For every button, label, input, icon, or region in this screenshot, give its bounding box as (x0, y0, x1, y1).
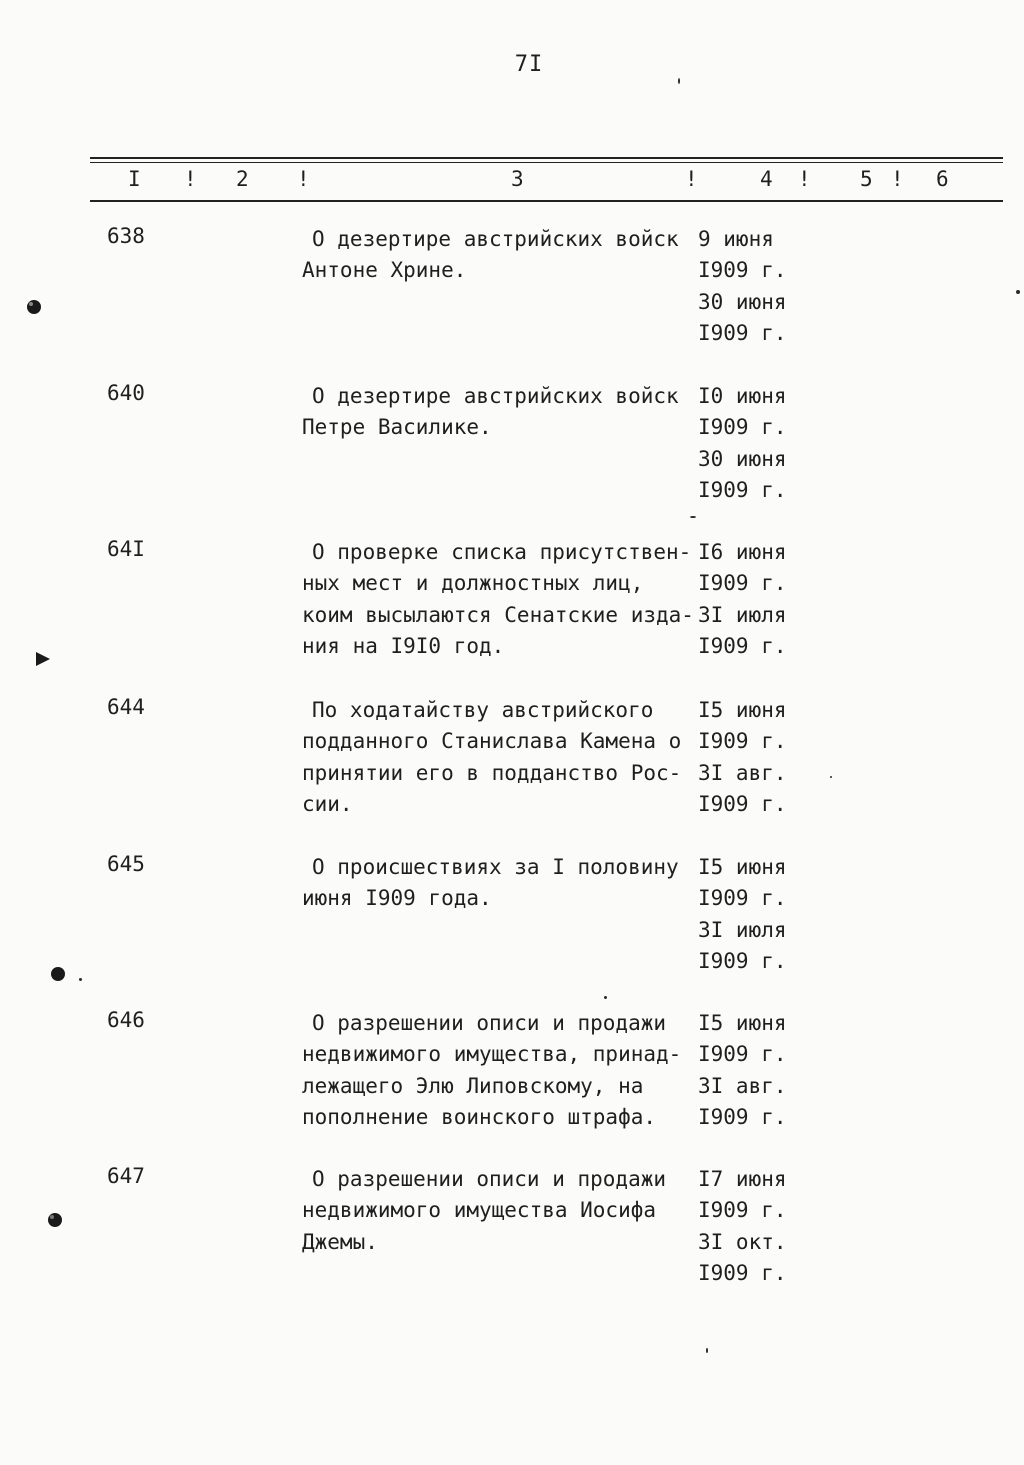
description-line: Петре Василике. (302, 415, 492, 440)
date-line: 3I авг. (698, 760, 787, 785)
case-number: 645 (107, 852, 145, 876)
description-line: коим высылаются Сенатские изда- (302, 602, 694, 627)
scan-speck (79, 978, 82, 981)
case-number: 644 (107, 695, 145, 719)
description-line: О разрешении описи и продажи (312, 1167, 667, 1191)
case-number: 638 (107, 224, 145, 248)
date-line: I909 г. (698, 1104, 787, 1129)
description-line: О дезертире австрийских войск (312, 384, 679, 408)
date-line: I909 г. (698, 1042, 787, 1067)
case-dates (698, 852, 808, 977)
case-dates (698, 695, 808, 820)
page-number: 7I (514, 52, 544, 77)
case-dates (698, 224, 808, 349)
column-header-5: 5 (860, 167, 873, 191)
binder-hole-mark (22, 294, 48, 320)
binder-hole-mark (46, 962, 72, 986)
scan-speck (604, 996, 607, 999)
column-header-6: 6 (936, 167, 949, 191)
description-line: принятии его в подданство Рос- (302, 760, 682, 785)
header-rule-top-thin (90, 162, 1003, 163)
column-header-3: 3 (511, 167, 524, 191)
date-line: I909 г. (698, 886, 787, 911)
description-line: Антоне Хрине. (302, 258, 467, 283)
header-rule-bottom (90, 200, 1003, 202)
date-line: I909 г. (698, 477, 787, 502)
description-line: ния на I9I0 год. (302, 633, 505, 658)
scan-speck (678, 78, 680, 84)
case-number: 647 (107, 1164, 145, 1188)
description-line: недвижимого имущества Иосифа (302, 1198, 657, 1223)
date-line: I909 г. (698, 948, 787, 973)
description-line: подданного Станислава Камена о (302, 729, 682, 754)
case-description (302, 852, 694, 915)
column-header-1: I (128, 167, 141, 191)
date-line: 3I июля (698, 602, 787, 627)
date-line: I909 г. (698, 320, 787, 345)
scan-speck (830, 776, 832, 778)
date-line: 3I авг. (698, 1073, 787, 1098)
description-line: О разрешении описи и продажи (312, 1011, 667, 1035)
column-header-2: 2 (236, 167, 249, 191)
case-dates (698, 381, 808, 506)
column-separator: ! (184, 167, 197, 191)
scan-speck (690, 516, 696, 518)
date-line: I5 июня (698, 698, 787, 722)
description-line: О происшествиях за I половину (312, 855, 679, 879)
date-line: I909 г. (698, 729, 787, 754)
date-line: 30 июня (698, 289, 787, 314)
column-header-row (0, 167, 1024, 193)
date-line: I909 г. (698, 791, 787, 816)
case-description (302, 537, 694, 662)
date-line: I909 г. (698, 1260, 787, 1285)
date-line: I909 г. (698, 633, 787, 658)
description-line: По ходатайству австрийского (312, 698, 654, 722)
description-line: О проверке списка присутствен- (312, 540, 692, 564)
column-header-4: 4 (760, 167, 773, 191)
date-line: 9 июня (698, 227, 774, 251)
case-dates (698, 1164, 808, 1289)
column-separator: ! (891, 167, 904, 191)
case-description (302, 1164, 694, 1258)
date-line: 30 июня (698, 446, 787, 471)
description-line: июня I909 года. (302, 886, 492, 911)
description-line: Джемы. (302, 1229, 378, 1254)
description-line: недвижимого имущества, принад- (302, 1042, 682, 1067)
description-line: ных мест и должностных лиц, (302, 571, 644, 596)
date-line: I909 г. (698, 258, 787, 283)
header-rule-top (90, 157, 1003, 159)
case-dates (698, 537, 808, 662)
date-line: 3I июля (698, 917, 787, 942)
date-line: I909 г. (698, 415, 787, 440)
date-line: I7 июня (698, 1167, 787, 1191)
column-separator: ! (798, 167, 811, 191)
case-number: 64I (107, 537, 145, 561)
date-line: I5 июня (698, 855, 787, 879)
case-number: 646 (107, 1008, 145, 1032)
column-separator: ! (297, 167, 310, 191)
description-line: О дезертире австрийских войск (312, 227, 679, 251)
description-line: сии. (302, 791, 353, 816)
scan-speck (706, 1348, 708, 1353)
case-number: 640 (107, 381, 145, 405)
binder-hole-mark (42, 1208, 68, 1232)
description-line: лежащего Элю Липовскому, на (302, 1073, 644, 1098)
case-dates (698, 1008, 808, 1133)
date-line: I5 июня (698, 1011, 787, 1035)
case-description (302, 381, 694, 444)
case-description (302, 695, 694, 820)
column-separator: ! (685, 167, 698, 191)
scan-speck (1016, 290, 1020, 294)
binder-hole-mark (32, 648, 56, 670)
case-description (302, 1008, 694, 1133)
description-line: пополнение воинского штрафа. (302, 1104, 657, 1129)
date-line: I6 июня (698, 540, 787, 564)
date-line: I909 г. (698, 1198, 787, 1223)
date-line: I909 г. (698, 571, 787, 596)
date-line: 3I окт. (698, 1229, 787, 1254)
case-description (302, 224, 694, 287)
date-line: I0 июня (698, 384, 787, 408)
